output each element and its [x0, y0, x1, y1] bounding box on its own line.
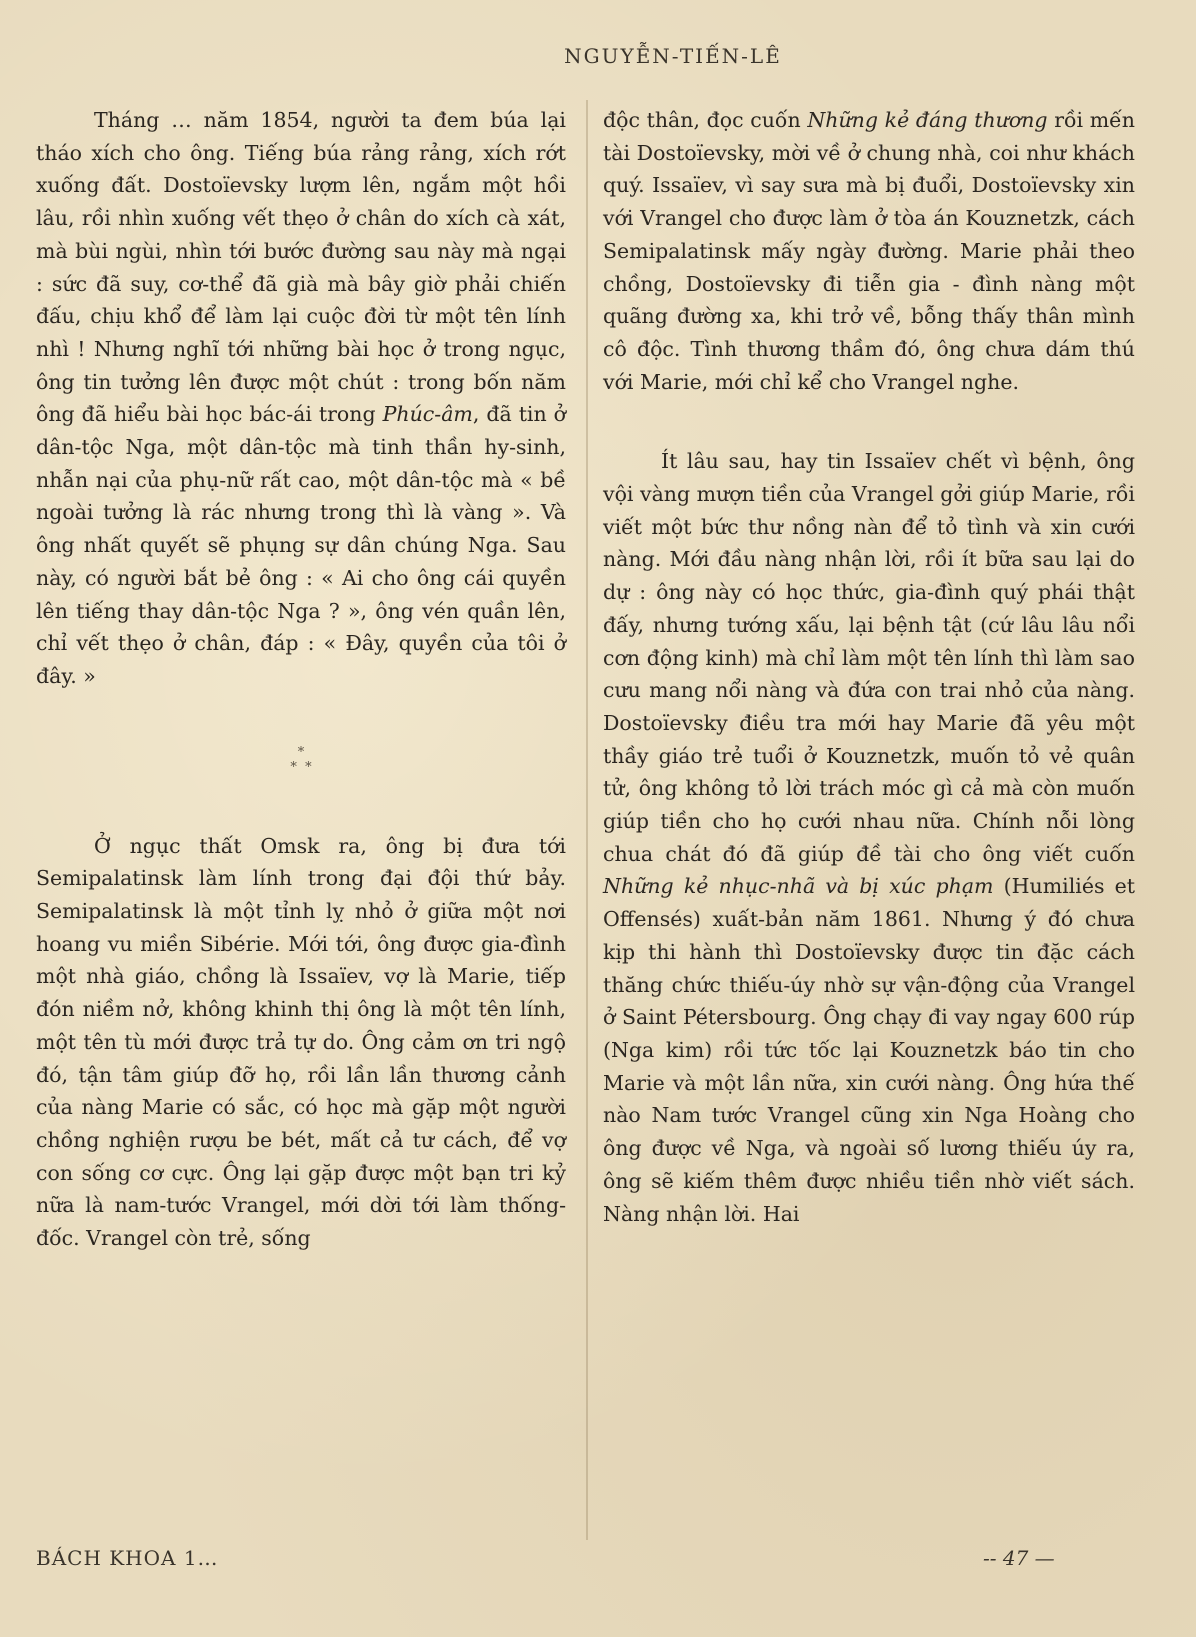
paragraph-marriage [603, 445, 1135, 1230]
separator-star-bottom: * * [290, 759, 312, 775]
running-header [0, 44, 1196, 68]
running-title: NGUYỄN-TIẾN-LÊ [564, 44, 782, 68]
paragraph-text: rồi mến tài Dostoïevsky, mời về ở chung nhà, coi như khách quý. Issaïev, vì say sưa mà bị đuổi, Dostoïevsky xin với Vrangel cho được làm ở tòa án Kouznetzk, cách Semipalatinsk mấy ngày đường. Marie phải theo chồng, Dostoïevsky đi tiễn gia - đình nàng một quãng đường xa, khi trở về, bỗng thấy thân mình cô độc. Tình thương thầm đó, ông chưa dám thú với Marie, mới chỉ kể cho Vrangel nghe. [603, 108, 1135, 394]
separator-star-top: * [297, 744, 305, 760]
left-column [36, 104, 566, 1255]
book-title: Những kẻ nhục-nhã và bị xúc phạm [603, 874, 994, 899]
paragraph-text: (Humiliés et Offensés) xuất-bản năm 1861. Nhưng ý đó chưa kịp thi hành thì Dostoïevsky được tin đặc cách thăng chức thiếu-úy nhờ sự vận-động của Vrangel ở Saint Pétersbourg. Ông chạy đi vay ngay 600 rúp (Nga kim) rồi tức tốc lại Kouznetzk báo tin cho Marie và một lần nữa, xin cưới nàng. Ông hứa thế nào Nam tước Vrangel cũng xin Nga Hoàng cho ông được về Nga, và ngoài số lương thiếu úy ra, ông sẽ kiếm thêm được nhiều tiền nhờ viết sách. Nàng nhận lời. Hai [603, 874, 1135, 1226]
right-column [603, 104, 1135, 1230]
book-title: Những kẻ đáng thương [807, 108, 1048, 132]
paragraph-text: , đã tin ở dân-tộc Nga, một dân-tộc mà tinh thần hy-sinh, nhẫn nại của phụ-nữ rất cao, một dân-tộc mà « bề ngoài tưởng là rác nhưng trong thì là vàng ». Và ông nhất quyết sẽ phụng sự dân chúng Nga. Sau này, có người bắt bẻ ông : « Ai cho ông cái quyền lên tiếng thay dân-tộc Nga ? », ông vén quần lên, chỉ vết thẹo ở chân, đáp : « Đây, quyền của tôi ở đây. » [36, 402, 567, 688]
paragraph-release [36, 104, 566, 693]
page-number: -- 47 — [983, 1546, 1055, 1570]
paragraph-text: độc thân, đọc cuốn [603, 108, 808, 132]
page-fold-line [586, 100, 588, 1540]
magazine-name: BÁCH KHOA 1… [36, 1546, 219, 1570]
paragraph-text: Ít lâu sau, hay tin Issaïev chết vì bệnh, ông vội vàng mượn tiền của Vrangel gởi giúp Marie, rồi viết một bức thư nồng nàn để tỏ tình và xin cưới nàng. Mới đầu nàng nhận lời, rồi ít bữa sau lại do dự : ông này có học thức, gia-đình quý phái thật đấy, nhưng tướng xấu, lại bệnh tật (cứ lâu lâu nổi cơn động kinh) mà chỉ làm một tên lính thì làm sao cưu mang nổi nàng và đứa con trai nhỏ của nàng. Dostoïevsky điều tra mới hay Marie đã yêu một thầy giáo trẻ tuổi ở Kouznetzk, muốn tỏ vẻ quân tử, ông không tỏ lời trách móc gì cả mà còn muốn giúp tiền cho họ cưới nhau nữa. Chính nỗi lòng chua chát đó đã giúp đề tài cho ông viết cuốn [603, 449, 1135, 866]
book-title: Phúc-âm [382, 402, 473, 427]
paragraph-text: Ở ngục thất Omsk ra, ông bị đưa tới Semipalatinsk làm lính trong đại đội thứ bảy. Semipalatinsk là một tỉnh lỵ nhỏ ở giữa một nơi hoang vu miền Sibérie. Mới tới, ông được gia-đình một nhà giáo, chồng là Issaïev, vợ là Marie, tiếp đón niềm nở, không khinh thị ông là một tên lính, một tên tù mới được trả tự do. Ông cảm ơn tri ngộ đó, tận tâm giúp đỡ họ, rồi lần lần thương cảnh của nàng Marie có sắc, có học mà gặp một người chồng nghiện rượu be bét, mất cả tư cách, để vợ con sống cơ cực. Ông lại gặp được một bạn tri kỷ nữa là nam-tước Vrangel, mới dời tới làm thống-đốc. Vrangel còn trẻ, sống [36, 833, 566, 1251]
paragraph-semipalatinsk [36, 830, 566, 1255]
paragraph-text: Tháng … năm 1854, người ta đem búa lại tháo xích cho ông. Tiếng búa rảng rảng, xích rớt xuống đất. Dostoïevsky lượm lên, ngắm một hồi lâu, rồi nhìn xuống vết thẹo ở chân do xích cà xát, mà bùi ngùi, nhìn tới bước đường sau này mà ngại : sức đã suy, cơ-thể đã già mà bây giờ phải chiến đấu, chịu khổ để làm lại cuộc đời từ một tên lính nhì ! Nhưng nghĩ tới những bài học ở trong ngục, ông tin tưởng lên được một chút : trong bốn năm ông đã hiểu bài học bác-ái trong [36, 108, 566, 427]
section-separator [36, 745, 566, 775]
paragraph-vrangel [603, 104, 1135, 398]
